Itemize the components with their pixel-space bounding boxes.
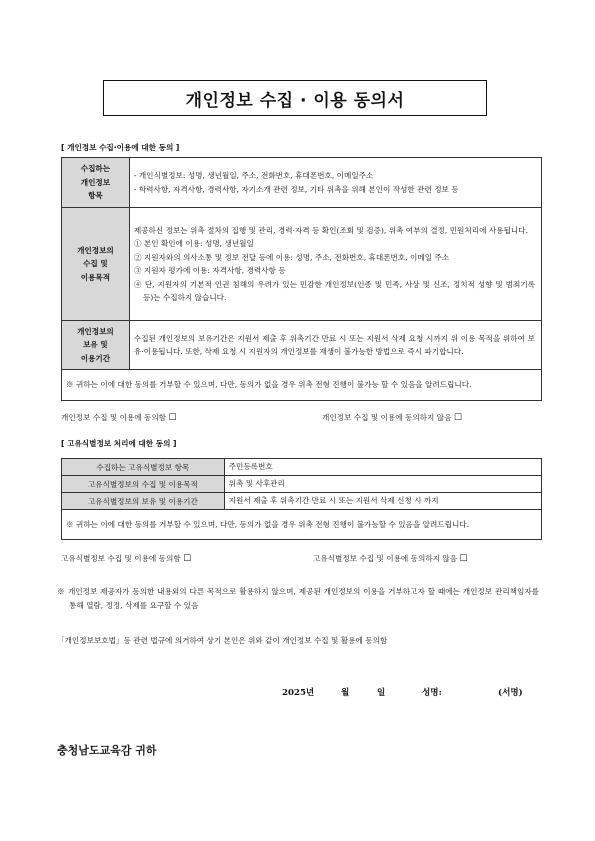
checkbox-icon[interactable]: ☐ — [459, 554, 468, 564]
unique-id-disagree-option[interactable] — [313, 552, 468, 567]
row-label-retention: 개인정보의 보유 및 이용기간 — [62, 321, 130, 370]
refusal-notice: ※ 귀하는 이에 대한 동의를 거부할 수 있으며, 다만, 동의가 없을 경우 위촉 전형 진행이 불가능 할 수 있음을 알려드립니다. — [62, 370, 542, 401]
recipient: 충청남도교육감 귀하 — [57, 744, 157, 757]
row-label-purpose: 개인정보의 수집 및 이용목적 — [62, 208, 130, 321]
signature-name-label: 성명: — [422, 688, 442, 698]
usage-notice: ※ 개인정보 제공자가 동의한 내용외의 다른 목적으로 활용하지 않으며, 제공된 개인정보의 이용을 거부하고자 할 때에는 개인정보 관리책임자를 통해 열람, 정정, 삭제를 요구할 수 있음 — [57, 587, 539, 610]
signature-day: 일 — [377, 688, 386, 698]
consent-agree-label: 개인정보 수집 및 이용에 동의함 — [61, 413, 167, 422]
row-value: 위촉 및 사후관리 — [224, 476, 541, 493]
consent-disagree-option[interactable] — [322, 411, 462, 426]
signature-month: 월 — [341, 688, 350, 698]
signature-seal: (서명) — [498, 688, 523, 698]
purpose-content: 제공하신 정보는 위촉 절차의 집행 및 관리, 경력·자격 등 확인(조회 및 검증), 위촉 여부의 결정, 민원처리에 사용됩니다. ① 본인 확인에 이용: 성명, 생년월일 ② 지원자와의 의사소통 및 정보 전달 등에 이용: 성명, 주소, 전화번호, 휴대폰번호, 이메일 주소 ③ 지원자 평가에 이용: 자격사항, 경력사항 등 ④ 단, 지원자의 기본적 인권 침해의 우려가 있는 민감한 개인정보(인종 및 민족, 사상 및 신조, 정치적 성향 및 범죄기록 등)는 수집하지 않습니다. — [129, 208, 541, 321]
table-row — [62, 476, 542, 493]
unique-id-agree-option[interactable] — [61, 552, 191, 567]
checkbox-icon[interactable]: ☐ — [168, 413, 177, 423]
row-label-collected-items: 수집하는 개인정보 항목 — [62, 158, 130, 208]
section1-heading: [ 개인정보 수집·이용에 대한 동의 ] — [61, 143, 180, 152]
table-row — [62, 493, 542, 510]
row-label: 고유식별정보의 수집 및 이용목적 — [62, 476, 225, 493]
signature-year: 2025년 — [282, 688, 315, 698]
retention-content: 수집된 개인정보의 보유기간은 지원서 제출 후 위촉기간 만료 시 또는 지원서 삭제 요청 시까지 위 이용 목적을 위하여 보유·이용됩니다. 또한, 삭제 요청 시 지원자의 개인정보를 재생이 불가능한 방법으로 즉시 파기합니다. — [129, 321, 541, 370]
table-row — [62, 208, 542, 321]
table-row — [62, 370, 542, 401]
unique-id-agree-label: 고유식별정보 수집 및 이용에 동의함 — [61, 554, 181, 563]
consent-disagree-label: 개인정보 수집 및 이용에 동의하지 않음 — [322, 413, 452, 422]
document-title: 개인정보 수집 · 이용 동의서 — [185, 90, 405, 111]
law-statement: 「개인정보보호법」등 관련 법규에 의거하여 상기 본인은 위와 같이 개인정보 수집 및 활용에 동의함 — [57, 636, 388, 645]
row-label: 고유식별정보의 보유 및 이용기간 — [62, 493, 225, 510]
row-label: 수집하는 고유식별정보 항목 — [62, 459, 225, 476]
checkbox-icon[interactable]: ☐ — [453, 413, 462, 423]
personal-info-consent-table — [61, 157, 542, 401]
consent-agree-option[interactable] — [61, 411, 177, 426]
checkbox-icon[interactable]: ☐ — [183, 554, 192, 564]
table-row — [62, 459, 542, 476]
table-row — [62, 510, 542, 540]
document-title-box — [103, 80, 487, 116]
row-value: 지원서 제출 후 위촉기간 만료 시 또는 지원서 삭제 신청 시 까지 — [224, 493, 541, 510]
collected-items-content: - 개인식별정보: 성명, 생년월일, 주소, 전화번호, 휴대폰번호, 이메일주소 - 학력사항, 자격사항, 경력사항, 자기소개 관련 정보, 기타 위촉을 위해 본인이 작성한 관련 정보 등 — [129, 158, 541, 208]
table-row — [62, 158, 542, 208]
row-value: 주민등록번호 — [224, 459, 541, 476]
unique-id-disagree-label: 고유식별정보 수집 및 이용에 동의하지 않음 — [313, 554, 458, 563]
unique-id-consent-table — [61, 458, 542, 540]
section2-heading: [ 고유식별정보 처리에 대한 동의 ] — [61, 439, 177, 448]
table-row — [62, 321, 542, 370]
refusal-notice: ※ 귀하는 이에 대한 동의를 거부할 수 있으며, 다만, 동의가 없을 경우 위촉 전형 진행이 불가능할 수 있음을 알려드립니다. — [62, 510, 542, 540]
